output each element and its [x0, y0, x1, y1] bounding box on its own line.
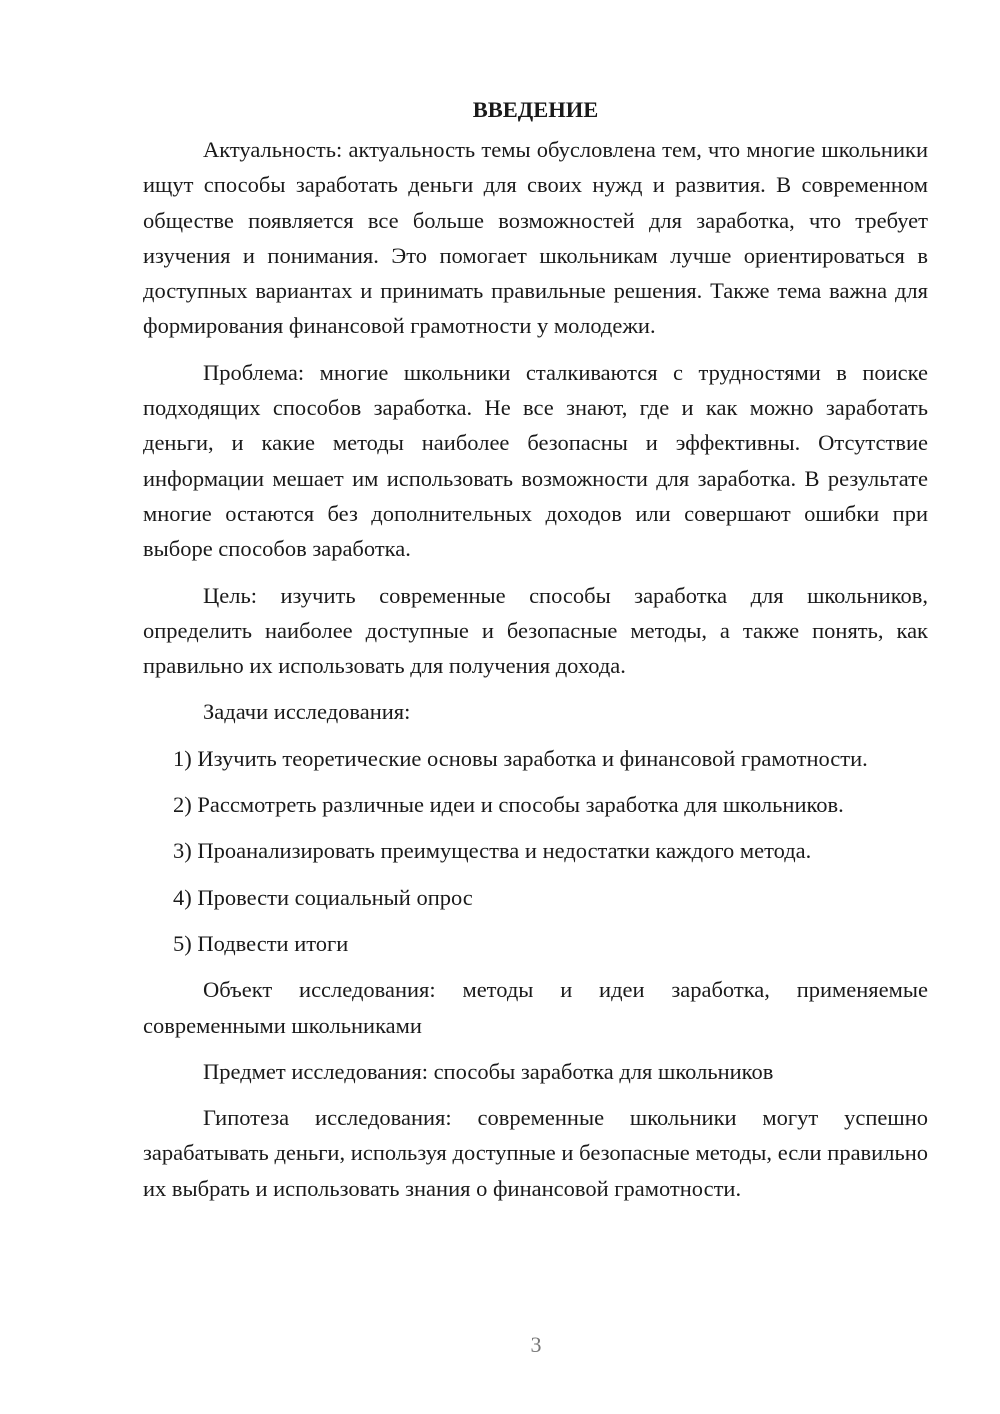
task-item-4: 4) Провести социальный опрос — [173, 884, 473, 910]
document-page — [143, 92, 928, 1206]
task-item-5: 5) Подвести итоги — [173, 930, 349, 956]
problem-paragraph: Проблема: многие школьники сталкиваются с трудностями в поиске подходящих способов заработка. Не все знают, где и как можно заработать деньги, и какие методы наиболее безопасны и эффективны. Отсутствие информации мешает им использовать возможности для заработка. В результате многие остаются без дополнительных доходов или совершают ошибки при выборе способов заработка. — [143, 359, 928, 562]
object-paragraph: Объект исследования: методы и идеи заработка, применяемые современными школьниками — [143, 977, 928, 1038]
relevance-paragraph: Актуальность: актуальность темы обусловлена тем, что многие школьники ищут способы заработать деньги для своих нужд и развития. В современном обществе появляется все больше возможностей для заработка, что требует изучения и понимания. Это помогает школьникам лучше ориентироваться в доступных вариантах и принимать правильные решения. Также тема важна для формирования финансовой грамотности у молодежи. — [143, 137, 928, 339]
hypothesis-paragraph: Гипотеза исследования: современные школьники могут успешно зарабатывать деньги, используя доступные и безопасные методы, если правильно их выбрать и использовать знания о финансовой грамотности. — [143, 1105, 928, 1201]
task-item-1: 1) Изучить теоретические основы заработка и финансовой грамотности. — [173, 745, 868, 771]
task-item-2: 2) Рассмотреть различные идеи и способы заработка для школьников. — [173, 792, 844, 818]
tasks-heading: Задачи исследования: — [203, 699, 411, 725]
task-item-3: 3) Проанализировать преимущества и недостатки каждого метода. — [173, 838, 812, 864]
section-title: ВВЕДЕНИЕ — [472, 97, 599, 122]
subject-paragraph: Предмет исследования: способы заработка для школьников — [203, 1058, 774, 1084]
goal-paragraph: Цель: изучить современные способы заработка для школьников, определить наиболее доступные и безопасные методы, а также понять, как правильно их использовать для получения дохода. — [143, 582, 928, 679]
page-number: 3 — [530, 1332, 542, 1357]
